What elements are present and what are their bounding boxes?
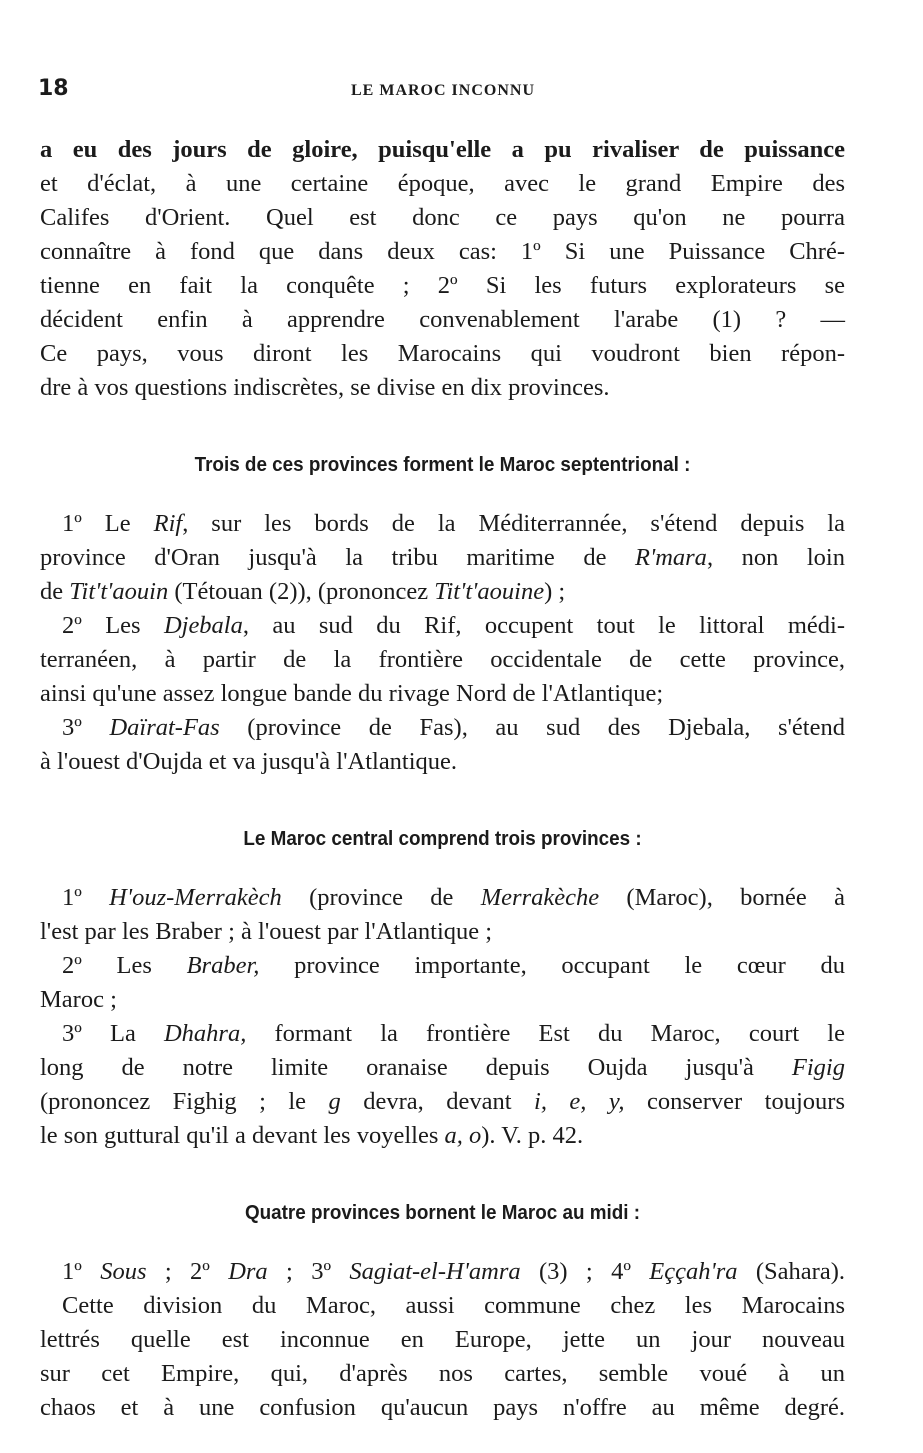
italic-text: Sagiat-el-H'amra	[349, 1258, 521, 1285]
text-run: , non loin	[706, 544, 845, 571]
text-line	[40, 643, 845, 677]
text-run: province importante, occupant le cœur du	[259, 952, 845, 979]
running-title: LE MAROC INCONNU	[351, 82, 535, 99]
text-run: (Maroc), bornée à	[599, 884, 845, 911]
text-line	[40, 201, 845, 235]
text-run: dre à vos questions indiscrètes, se divise en dix provinces.	[40, 374, 610, 401]
text-run: conserver toujours	[624, 1088, 845, 1115]
text-run: (Tétouan (2)), (prononcez	[168, 578, 435, 605]
text-line	[40, 167, 845, 201]
italic-text: Dra	[228, 1258, 268, 1285]
text-run: Califes d'Orient. Quel est donc ce pays qu'on ne pourra	[40, 204, 845, 231]
text-line	[40, 303, 845, 337]
text-line	[40, 983, 845, 1017]
text-line	[40, 915, 845, 949]
text-run: et d'éclat, à une certaine époque, avec le grand Empire des	[40, 170, 845, 197]
text-line	[40, 711, 845, 745]
text-line	[40, 541, 845, 575]
text-run: Maroc ;	[40, 986, 117, 1013]
text-run: ; 3º	[267, 1258, 350, 1285]
text-run: décident enfin à apprendre convenablement l'arabe (1) ? —	[40, 306, 845, 333]
page-header	[38, 72, 848, 106]
text-run: tienne en fait la conquête ; 2º Si les futurs explorateurs se	[40, 272, 845, 299]
text-run: 1º	[62, 1258, 101, 1285]
text-line	[40, 1051, 845, 1085]
text-line	[40, 609, 845, 643]
text-line	[40, 1289, 845, 1323]
text-run: province d'Oran jusqu'à la tribu maritime de	[40, 544, 635, 571]
italic-text: Figig	[791, 1054, 845, 1081]
text-run: a eu des jours de gloire, puisqu'elle a pu rivaliser de puissance	[40, 136, 845, 163]
text-run: chaos et à une confusion qu'aucun pays n'offre au même degré.	[40, 1394, 845, 1421]
italic-text: Tit't'aouine	[434, 578, 545, 605]
section-heading: Le Maroc central comprend trois provinces :	[243, 827, 642, 850]
text-line	[40, 1323, 845, 1357]
paragraph	[40, 1255, 845, 1425]
text-run: 1º	[62, 884, 110, 911]
text-line	[40, 745, 845, 779]
text-line	[40, 949, 845, 983]
text-run: (prononcez Fighig ; le	[40, 1088, 329, 1115]
text-run: ; 2º	[146, 1258, 229, 1285]
text-run: 2º Les	[62, 952, 187, 979]
text-run: (province de Fas), au sud des Djebala, s'étend	[219, 714, 845, 741]
section-heading: Trois de ces provinces forment le Maroc septentrional :	[194, 453, 691, 476]
text-run: , sur les bords de la Méditerrannée, s'étend depuis la	[182, 510, 845, 537]
text-line	[40, 677, 845, 711]
text-line	[40, 1085, 845, 1119]
italic-text: Merrakèche	[480, 884, 600, 911]
text-run: ) ;	[544, 578, 566, 605]
text-run: 3º La	[62, 1020, 164, 1047]
text-run: 3º	[62, 714, 110, 741]
text-line	[40, 881, 845, 915]
text-run: (province de	[281, 884, 481, 911]
italic-text: Braber,	[186, 952, 260, 979]
page-number: 18	[38, 76, 69, 101]
text-line	[40, 575, 845, 609]
italic-text: Tit't'aouin	[69, 578, 169, 605]
text-line	[40, 1357, 845, 1391]
paragraph	[40, 133, 845, 405]
text-line	[40, 371, 845, 405]
italic-text: a, o	[444, 1122, 482, 1149]
text-run: de	[40, 578, 70, 605]
text-run: ). V. p. 42.	[481, 1122, 584, 1149]
text-run: (Sahara).	[737, 1258, 845, 1285]
text-run: devra, devant	[340, 1088, 535, 1115]
text-line	[40, 1119, 845, 1153]
italic-text: Rif	[153, 510, 183, 537]
text-run: sur cet Empire, qui, d'après nos cartes, semble voué à un	[40, 1360, 845, 1387]
paragraph	[40, 507, 845, 779]
italic-text: i, e, y,	[534, 1088, 625, 1115]
paragraph	[40, 881, 845, 1153]
text-run: l'est par les Braber ; à l'ouest par l'Atlantique ;	[40, 918, 493, 945]
section-heading: Quatre provinces bornent le Maroc au midi :	[244, 1201, 641, 1224]
italic-text: H'ouz-Merrakèch	[109, 884, 282, 911]
text-run: connaître à fond que dans deux cas: 1º Si une Puissance Chré-	[40, 238, 845, 265]
text-run: Cette division du Maroc, aussi commune chez les Marocains	[62, 1292, 845, 1319]
text-run: 2º Les	[62, 612, 164, 639]
text-line	[40, 1391, 845, 1425]
page-body	[40, 133, 845, 1425]
text-line	[40, 337, 845, 371]
text-line	[40, 235, 845, 269]
text-run: le son guttural qu'il a devant les voyelles	[40, 1122, 445, 1149]
text-line	[40, 1255, 845, 1289]
text-run: ainsi qu'une assez longue bande du rivage Nord de l'Atlantique;	[40, 680, 664, 707]
text-run: (3) ; 4º	[520, 1258, 650, 1285]
text-run: lettrés quelle est inconnue en Europe, jette un jour nouveau	[40, 1326, 845, 1353]
italic-text: Sous	[100, 1258, 147, 1285]
italic-text: Dhahra,	[163, 1020, 247, 1047]
italic-text: Eççah'ra	[649, 1258, 738, 1285]
text-run: terranéen, à partir de la frontière occidentale de cette province,	[40, 646, 845, 673]
text-run: Ce pays, vous diront les Marocains qui voudront bien répon-	[40, 340, 845, 367]
text-run: 1º Le	[62, 510, 154, 537]
text-run: , au sud du Rif, occupent tout le littoral médi-	[242, 612, 845, 639]
italic-text: g	[328, 1088, 341, 1115]
text-run: long de notre limite oranaise depuis Oujda jusqu'à	[40, 1054, 792, 1081]
text-line	[40, 1017, 845, 1051]
text-run: formant la frontière Est du Maroc, court le	[246, 1020, 845, 1047]
text-line	[40, 507, 845, 541]
text-run: à l'ouest d'Oujda et va jusqu'à l'Atlantique.	[40, 748, 458, 775]
italic-text: Daïrat-Fas	[109, 714, 220, 741]
text-line	[40, 269, 845, 303]
text-line	[40, 133, 845, 167]
italic-text: Djebala	[163, 612, 243, 639]
italic-text: R'mara	[635, 544, 707, 571]
